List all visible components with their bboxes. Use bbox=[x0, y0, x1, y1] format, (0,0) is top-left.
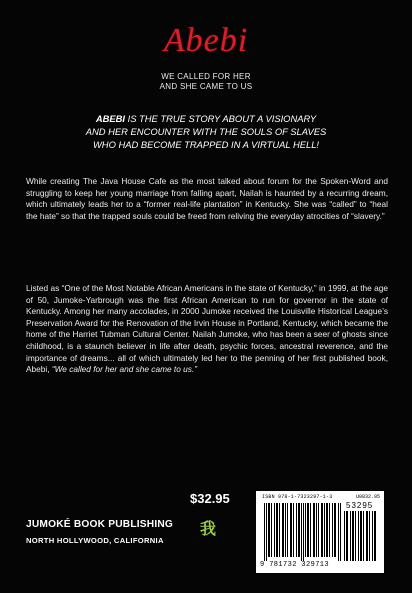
blurb-line-3: WHO HAD BECOME TRAPPED IN A VIRTUAL HELL! bbox=[92, 139, 320, 150]
barcode-addon-number: 53295 bbox=[346, 501, 374, 510]
isbn-label: ISBN 978-1-7323297-1-3 bbox=[262, 494, 333, 500]
tagline-line-2: AND SHE CAME TO US bbox=[159, 82, 253, 91]
barcode bbox=[256, 491, 384, 573]
book-title: Abebi bbox=[163, 22, 249, 59]
author-bio-quote: “We called for her and she came to us.” bbox=[51, 364, 197, 375]
blurb bbox=[20, 112, 392, 151]
author-bio-paragraph bbox=[26, 283, 388, 376]
publisher-name: JUMOKÉ BOOK PUBLISHING bbox=[26, 519, 174, 530]
barcode-bars-addon bbox=[344, 511, 378, 561]
barcode-bars-main bbox=[264, 503, 342, 561]
author-bio-text: Listed as “One of the Most Notable African Americans in the state of Kentucky,” in 1999, at the age of 50, Jumoke-Yarbrough was the first African American to run for governor in the state of Kentucky. Among her many accolades, in 2000 Jumoke received the Louisville Historical League’s Preservation Award for the Renovation of the Irvin House in Portland, Kentucky, which became the home of the Harriet Tubman Cultural Center. Nailah Jumoke, who has been a seer of ghosts since childhood, is a staunch believer in life after death, psychic forces, ancestral reverence, and the importance of dreams... all of which ultimately led her to the penning of her first published book, Abebi, bbox=[26, 283, 388, 375]
tagline-line-1: WE CALLED FOR HER bbox=[161, 72, 251, 81]
publisher-logo-icon: 我 bbox=[199, 521, 216, 538]
tagline bbox=[0, 72, 412, 92]
barcode-digits: 9 781732 329713 bbox=[260, 561, 330, 569]
blurb-line-1 bbox=[20, 112, 392, 125]
blurb-line-2: AND HER ENCOUNTER WITH THE SOULS OF SLAVES bbox=[85, 126, 327, 137]
publisher-location: NORTH HOLLYWOOD, CALIFORNIA bbox=[26, 536, 164, 545]
barcode-price-code: U0832.95 bbox=[355, 494, 380, 500]
blurb-line-1-rest: IS THE TRUE STORY ABOUT A VISIONARY bbox=[124, 113, 317, 124]
price-label: $32.95 bbox=[190, 491, 230, 506]
synopsis-paragraph: While creating The Java House Cafe as the most talked about forum for the Spoken-Word and struggling to keep her young marriage from falling apart, Nailah is haunted by a recurring dream, which ultimately leads her to a “former real-life plantation” in Kentucky. She was “called” to “heal the hate” so that the trapped souls could be freed from reliving the everyday atrocities of “slavery.” bbox=[26, 176, 388, 221]
blurb-lead: ABEBI bbox=[95, 113, 125, 124]
